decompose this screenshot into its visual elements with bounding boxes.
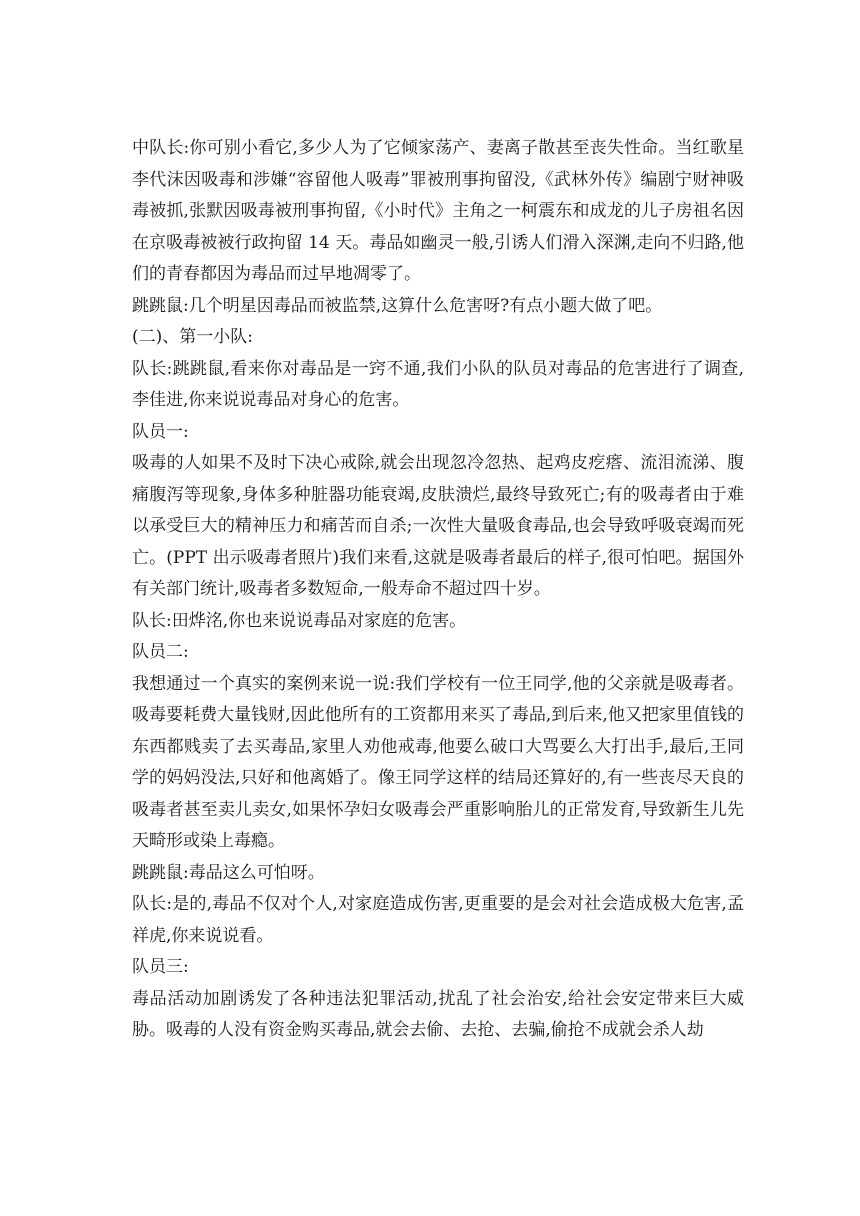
- paragraph-team-leader-society-harm: 队长:是的,毒品不仅对个人,对家庭造成伤害,更重要的是会对社会造成极大危害,孟祥虎,你来说说看。: [132, 894, 744, 946]
- paragraph-jumping-mouse-reaction: 跳跳鼠:毒品这么可怕呀。: [132, 862, 325, 883]
- paragraph-jumping-mouse-doubt: 跳跳鼠:几个明星因毒品而被监禁,这算什么危害呀?有点小题大做了吧。: [132, 295, 663, 316]
- paragraph-member-one-speech: 吸毒的人如果不及时下决心戒除,就会出现忽冷忽热、起鸡皮疙瘩、流泪流涕、腹痛腹泻等现象,身体多种脏器功能衰竭,皮肤溃烂,最终导致死亡;有的吸毒者由于难以承受巨大的精神压力和痛苦而自杀;一次性大量吸食毒品,也会导致呼吸衰竭而死亡。(PPT 出示吸毒者照片)我们来看,这就是吸毒者最后的样子,很可怕吧。据国外有关部门统计,吸毒者多数短命,一般寿命不超过四十岁。: [132, 453, 744, 599]
- paragraph-team-leader-family-harm: 队长:田烨洺,你也来说说毒品对家庭的危害。: [132, 610, 467, 631]
- paragraph-member-two-speech: 我想通过一个真实的案例来说一说:我们学校有一位王同学,他的父亲就是吸毒者。吸毒要耗费大量钱财,因此他所有的工资都用来买了毒品,到后来,他又把家里值钱的东西都贱卖了去买毒品,家里人劝他戒毒,他要么破口大骂要么大打出手,最后,王同学的妈妈没法,只好和他离婚了。像王同学这样的结局还算好的,有一些丧尽天良的吸毒者甚至卖儿卖女,如果怀孕妇女吸毒会严重影响胎儿的正常发育,导致新生儿先天畸形或染上毒瘾。: [132, 673, 744, 851]
- paragraph-team-leader-body-harm: 队长:跳跳鼠,看来你对毒品是一窍不通,我们小队的队员对毒品的危害进行了调查,李佳进,你来说说毒品对身心的危害。: [132, 358, 744, 410]
- paragraph-captain-warning: 中队长:你可别小看它,多少人为了它倾家荡产、妻离子散甚至丧失性命。当红歌星李代沫因吸毒和涉嫌“容留他人吸毒”罪被刑事拘留没,《武林外传》编剧宁财神吸毒被抓,张默因吸毒被刑事拘留,《小时代》主角之一柯震东和成龙的儿子房祖名因在京吸毒被被行政拘留 14 天。毒品如幽灵一般,引诱人们滑入深渊,走向不归路,他们的青春都因为毒品而过早地凋零了。: [132, 138, 744, 284]
- section-heading-first-team: (二)、第一小队:: [132, 327, 253, 347]
- speaker-label-member-two: 队员二:: [132, 642, 189, 662]
- speaker-label-member-one: 队员一:: [132, 421, 189, 442]
- speaker-label-member-three: 队员三:: [132, 957, 189, 977]
- paragraph-member-three-speech: 毒品活动加剧诱发了各种违法犯罪活动,扰乱了社会治安,给社会安定带来巨大威胁。吸毒的人没有资金购买毒品,就会去偷、去抢、去骗,偷抢不成就会杀人劫: [132, 988, 744, 1040]
- document-body: [132, 133, 744, 1047]
